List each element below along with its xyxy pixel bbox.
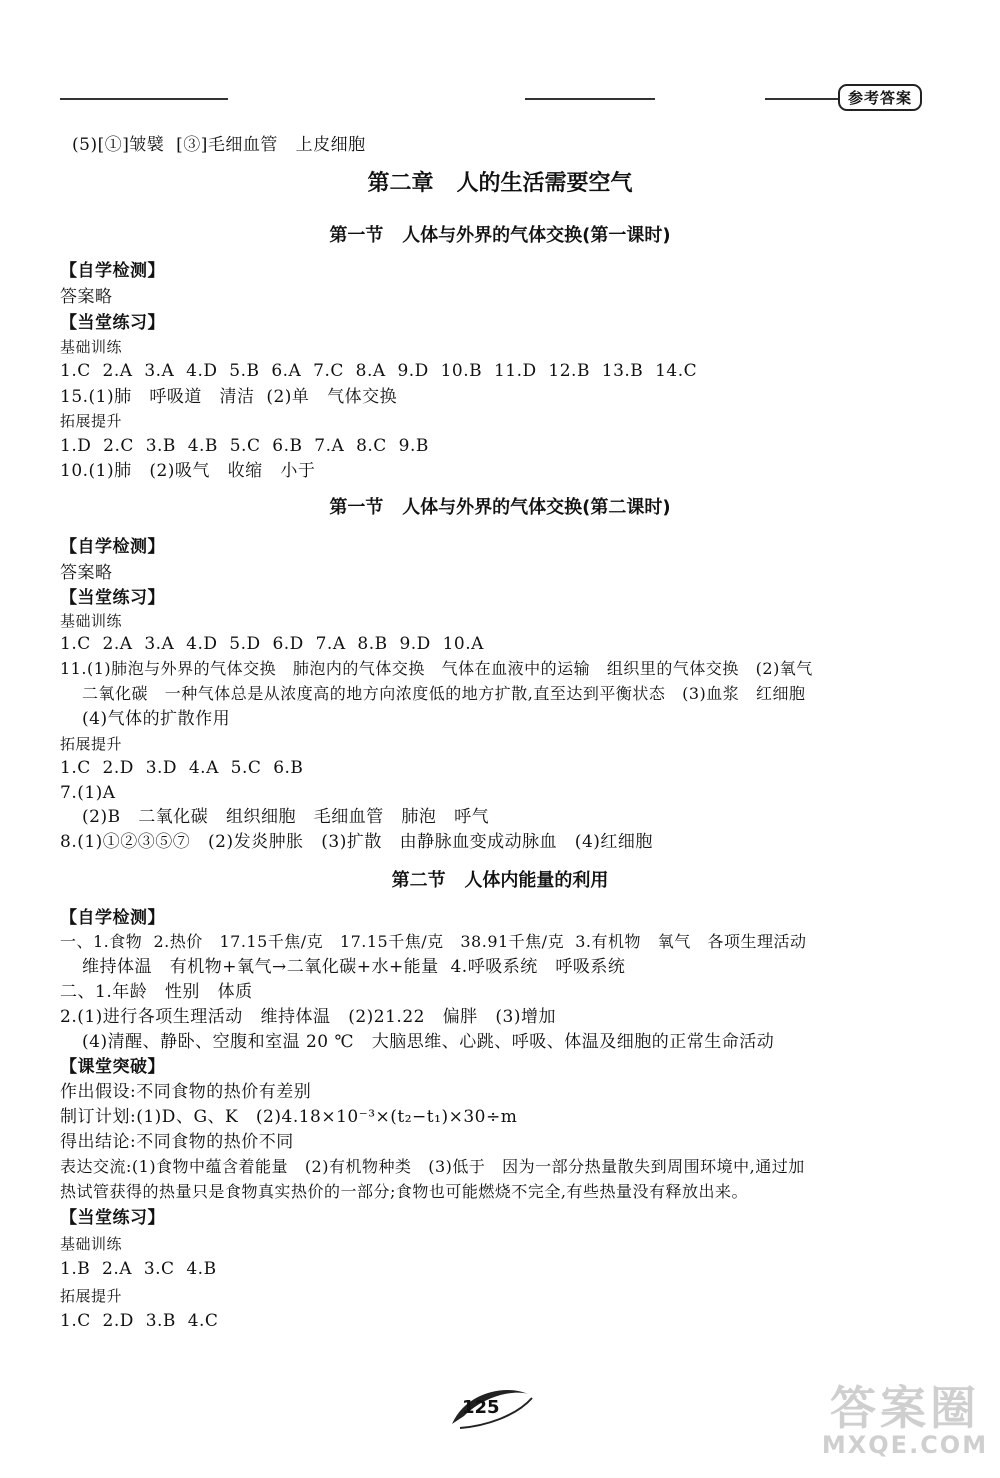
answer-key-badge: 参考答案 [838,84,922,111]
answer-line: 二氧化碳 一种气体总是从浓度高的地方向浓度低的地方扩散,直至达到平衡状态 (3)血浆 红细胞 [82,684,806,703]
answer-line: 10.(1)肺 (2)吸气 收缩 小于 [60,461,316,481]
subsection-heading: 【当堂练习】 [60,313,165,333]
answer-line: 一、1.食物 2.热价 17.15千焦/克 17.15千焦/克 38.91千焦/克 3.有机物 氧气 各项生理活动 [60,932,807,951]
answer-line: 15.(1)肺 呼吸道 清洁 (2)单 气体交换 [60,387,398,407]
answer-line: (5)[①]皱襞 [③]毛细血管 上皮细胞 [72,135,366,155]
answer-line: 制订计划:(1)D、G、K (2)4.18×10⁻³×(t₂−t₁)×30÷m [60,1107,518,1127]
answer-line: 维持体温 有机物+氧气→二氧化碳+水+能量 4.呼吸系统 呼吸系统 [82,957,626,977]
answer-line: 1.B 2.A 3.C 4.B [60,1259,217,1279]
answer-line: 答案略 [60,287,113,307]
answer-line: 7.(1)A [60,783,116,803]
answer-line: (4)清醒、静卧、空腹和室温 20 ℃ 大脑思维、心跳、呼吸、体温及细胞的正常生命活动 [82,1032,775,1052]
answer-line: 11.(1)肺泡与外界的气体交换 肺泡内的气体交换 气体在血液中的运输 组织里的气体交换 (2)氧气 [60,659,813,678]
answer-line: 8.(1)①②③⑤⑦ (2)发炎肿胀 (3)扩散 由静脉血变成动脉血 (4)红细胞 [60,832,653,852]
subsection-heading: 【自学检测】 [60,537,165,557]
section-title: 第一节 人体与外界的气体交换(第一课时) [329,225,671,246]
answer-line: 表达交流:(1)食物中蕴含着能量 (2)有机物种类 (3)低于 因为一部分热量散失到周围环境中,通过加 [60,1157,805,1176]
header-rule-2 [525,98,655,100]
subsection-label: 拓展提升 [60,735,123,753]
answer-line: 作出假设:不同食物的热价有差别 [60,1082,312,1102]
subsection-heading: 【当堂练习】 [60,588,165,608]
answer-line: 答案略 [60,563,113,583]
subsection-heading: 【自学检测】 [60,908,165,928]
subsection-heading: 【当堂练习】 [60,1208,165,1228]
watermark-main: 答案圈 [830,1381,980,1435]
subsection-label: 基础训练 [60,338,123,356]
answer-line: 热试管获得的热量只是食物真实热价的一部分;食物也可能燃烧不完全,有些热量没有释放出来。 [60,1182,748,1201]
answer-line: 1.C 2.A 3.A 4.D 5.B 6.A 7.C 8.A 9.D 10.B 11.D 12.B 13.B 14.C [60,361,698,381]
header-rule-3 [765,98,840,100]
subsection-heading: 【自学检测】 [60,261,165,281]
answer-line: 1.C 2.D 3.B 4.C [60,1311,219,1331]
answer-line: 1.C 2.D 3.D 4.A 5.C 6.B [60,758,304,778]
page-number: 125 [462,1397,500,1418]
subsection-heading: 【课堂突破】 [60,1057,165,1077]
subsection-label: 拓展提升 [60,1287,123,1305]
section-title: 第一节 人体与外界的气体交换(第二课时) [329,497,671,518]
subsection-label: 拓展提升 [60,412,123,430]
section-title: 第二节 人体内能量的利用 [391,870,609,891]
header-rule-1 [60,98,228,100]
subsection-label: 基础训练 [60,612,123,630]
answer-line: (4)气体的扩散作用 [82,709,231,729]
watermark [820,1381,990,1475]
answer-line: (2)B 二氧化碳 组织细胞 毛细血管 肺泡 呼气 [82,807,490,827]
chapter-title: 第二章 人的生活需要空气 [367,171,633,196]
subsection-label: 基础训练 [60,1235,123,1253]
answer-line: 二、1.年龄 性别 体质 [60,982,253,1002]
answer-line: 得出结论:不同食物的热价不同 [60,1132,294,1152]
answer-line: 1.D 2.C 3.B 4.B 5.C 6.B 7.A 8.C 9.B [60,436,429,456]
answer-line: 2.(1)进行各项生理活动 维持体温 (2)21.22 偏胖 (3)增加 [60,1007,556,1027]
answer-line: 1.C 2.A 3.A 4.D 5.D 6.D 7.A 8.B 9.D 10.A [60,634,484,654]
watermark-sub: MXQE.COM [821,1431,989,1459]
